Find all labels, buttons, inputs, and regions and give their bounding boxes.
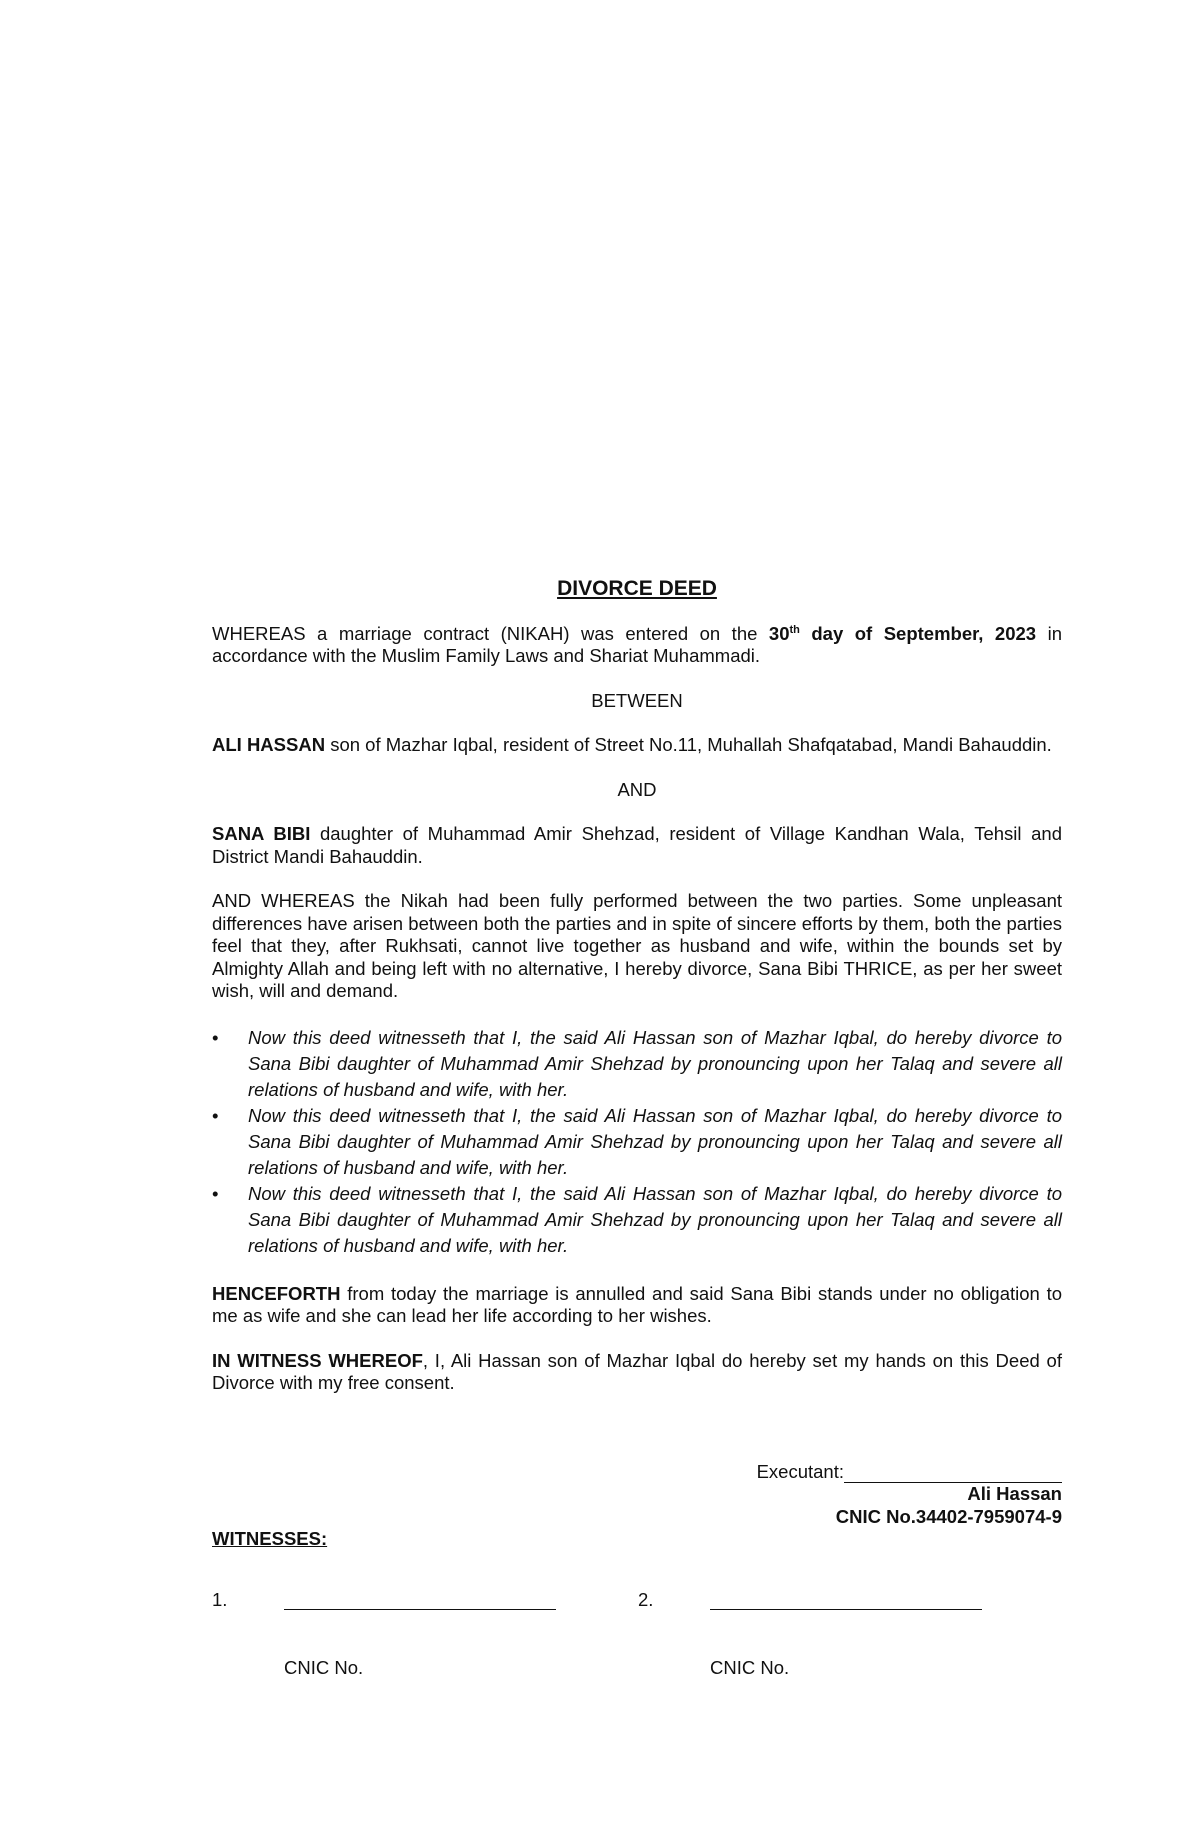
between-label: BETWEEN [591, 689, 683, 711]
document-title: DIVORCE DEED [557, 577, 717, 600]
henceforth-paragraph [212, 1283, 1062, 1328]
party1-name: ALI HASSAN [212, 734, 326, 755]
henceforth-lead: HENCEFORTH [212, 1282, 341, 1304]
date-day: 30 [768, 622, 790, 644]
bullet-icon: • [212, 1182, 219, 1204]
witness-whereof-lead: IN WITNESS WHEREOF [212, 1349, 423, 1371]
party1-details: son of Mazhar Iqbal, resident of Street No.11, Muhallah Shafqatabad, Mandi Bahauddin. [325, 734, 1052, 755]
declaration-list [212, 1025, 1062, 1259]
witness-2-number: 2. [638, 1588, 654, 1610]
witness-1-signature-line [284, 1609, 556, 1610]
party2-paragraph [212, 823, 1062, 868]
deed-page [212, 578, 1062, 1687]
executant-label: Executant: [756, 1460, 844, 1482]
executant-cnic: CNIC No.34402-7959074-9 [835, 1505, 1062, 1527]
executant-block [212, 1461, 1062, 1529]
bullet-icon: • [212, 1026, 219, 1048]
date-suffix: th [789, 623, 800, 636]
whereas-paragraph [212, 623, 1062, 668]
witness-row [212, 1589, 1062, 1649]
bullet-icon: • [212, 1104, 219, 1126]
and-label: AND [617, 778, 657, 800]
list-item [212, 1181, 1062, 1259]
executant-signature-line [844, 1464, 1062, 1483]
executant-line [212, 1461, 1062, 1484]
witness-1-number: 1. [212, 1588, 228, 1610]
and-whereas-paragraph: AND WHEREAS the Nikah had been fully performed between the two parties. Some unpleasant differences have arisen between both the parties and in spite of sincere efforts by them, both the parties feel that they, after Rukhsati, cannot live together as husband and wife, within the bounds set by Almighty Allah and being left with no alternative, I hereby divorce, Sana Bibi THRICE, as per her sweet wish, will and demand. [212, 890, 1062, 1001]
date-rest: day of September, 2023 [799, 622, 1037, 644]
marriage-date [769, 623, 1036, 644]
witness-1-cnic: CNIC No. [284, 1656, 364, 1678]
henceforth-text: from today the marriage is annulled and said Sana Bibi stands under no obligation to me as wife and she can lead her life according to her wishes. [212, 1282, 1062, 1326]
whereas-pre: WHEREAS a marriage contract (NIKAH) was entered on the [212, 622, 769, 644]
witness-2-signature-line [710, 1609, 982, 1610]
list-item [212, 1025, 1062, 1103]
bullet-text: Now this deed witnesseth that I, the said Ali Hassan son of Mazhar Iqbal, do hereby divorce to Sana Bibi daughter of Muhammad Amir Shehzad by pronouncing upon her Talaq and severe all relations of husband and wife, with her. [248, 1104, 1062, 1178]
party1-paragraph [212, 734, 1062, 757]
witness-2-cnic: CNIC No. [710, 1656, 790, 1678]
whereas-post: in accordance with the Muslim Family Laws and Shariat Muhammadi. [212, 622, 1062, 666]
witness-whereof-text: , I, Ali Hassan son of Mazhar Iqbal do hereby set my hands on this Deed of Divorce with my free consent. [212, 1349, 1062, 1393]
bullet-text: Now this deed witnesseth that I, the said Ali Hassan son of Mazhar Iqbal, do hereby divorce to Sana Bibi daughter of Muhammad Amir Shehzad by pronouncing upon her Talaq and severe all relations of husband and wife, with her. [248, 1026, 1062, 1100]
list-item [212, 1103, 1062, 1181]
bullet-text: Now this deed witnesseth that I, the said Ali Hassan son of Mazhar Iqbal, do hereby divorce to Sana Bibi daughter of Muhammad Amir Shehzad by pronouncing upon her Talaq and severe all relations of husband and wife, with her. [248, 1182, 1062, 1256]
witnesses-title: WITNESSES: [212, 1528, 328, 1549]
party2-name: SANA BIBI [212, 823, 311, 844]
party2-details: daughter of Muhammad Amir Shehzad, resident of Village Kandhan Wala, Tehsil and District Mandi Bahauddin. [212, 823, 1062, 867]
executant-name: Ali Hassan [967, 1483, 1062, 1504]
witness-cnic-row [212, 1657, 1062, 1687]
witness-whereof-paragraph [212, 1350, 1062, 1395]
